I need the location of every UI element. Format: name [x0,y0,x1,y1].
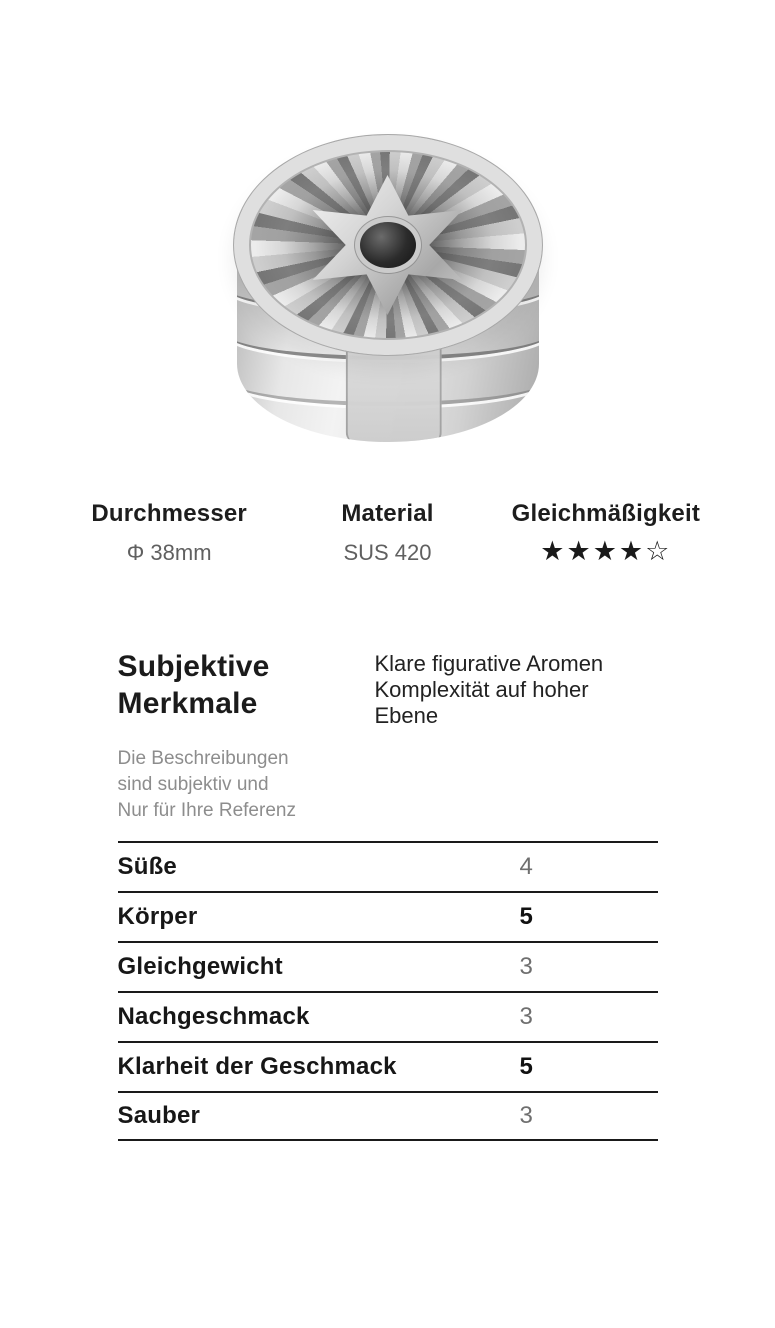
disclaimer-line: Die Beschreibungen [117,748,289,769]
attributes-table [118,841,658,1141]
table-row [118,891,658,941]
attribute-label: Körper [117,903,198,930]
attribute-value: 4 [519,853,533,880]
attribute-value: 5 [519,903,533,930]
table-row [118,991,658,1041]
disclaimer-line: sind subjektiv und [117,774,269,795]
rating-stars [497,536,715,567]
spec-label: Gleichmäßigkeit [511,500,701,527]
attribute-value: 3 [519,1003,533,1030]
star-filled-icon: ★★★★ [540,536,646,566]
subjective-right-column [375,648,658,824]
attribute-label: Nachgeschmack [117,1003,310,1030]
table-row [118,1041,658,1091]
specs-row [60,500,715,567]
attribute-label: Süße [117,853,177,880]
summary-text [375,651,658,729]
table-row [118,1091,658,1141]
product-image [223,128,553,446]
disclaimer [118,746,375,824]
spec-label: Durchmesser [91,500,247,527]
burr-center-hole [360,222,416,268]
spec-value: Φ 38mm [126,540,212,565]
summary-line: Klare figurative Aromen [374,651,604,676]
spec-material [278,500,496,567]
section-title: Subjektive Merkmale [117,650,270,720]
spec-gleichmaessigkeit [497,500,715,567]
attribute-label: Gleichgewicht [117,953,283,980]
table-row [118,841,658,891]
attribute-value: 3 [519,1102,533,1129]
spec-label: Material [341,500,434,527]
table-row [118,941,658,991]
star-empty-icon: ☆ [645,536,672,566]
summary-line: Komplexität auf hoher Ebene [374,677,589,728]
attribute-value: 3 [519,953,533,980]
spec-value: SUS 420 [343,540,432,565]
subjective-left-column [118,648,375,824]
attribute-label: Sauber [117,1102,201,1129]
disclaimer-line: Nur für Ihre Referenz [117,800,296,821]
attribute-label: Klarheit der Geschmack [117,1053,397,1080]
subjective-section [118,648,658,824]
attribute-value: 5 [519,1053,533,1080]
spec-durchmesser [60,500,278,567]
